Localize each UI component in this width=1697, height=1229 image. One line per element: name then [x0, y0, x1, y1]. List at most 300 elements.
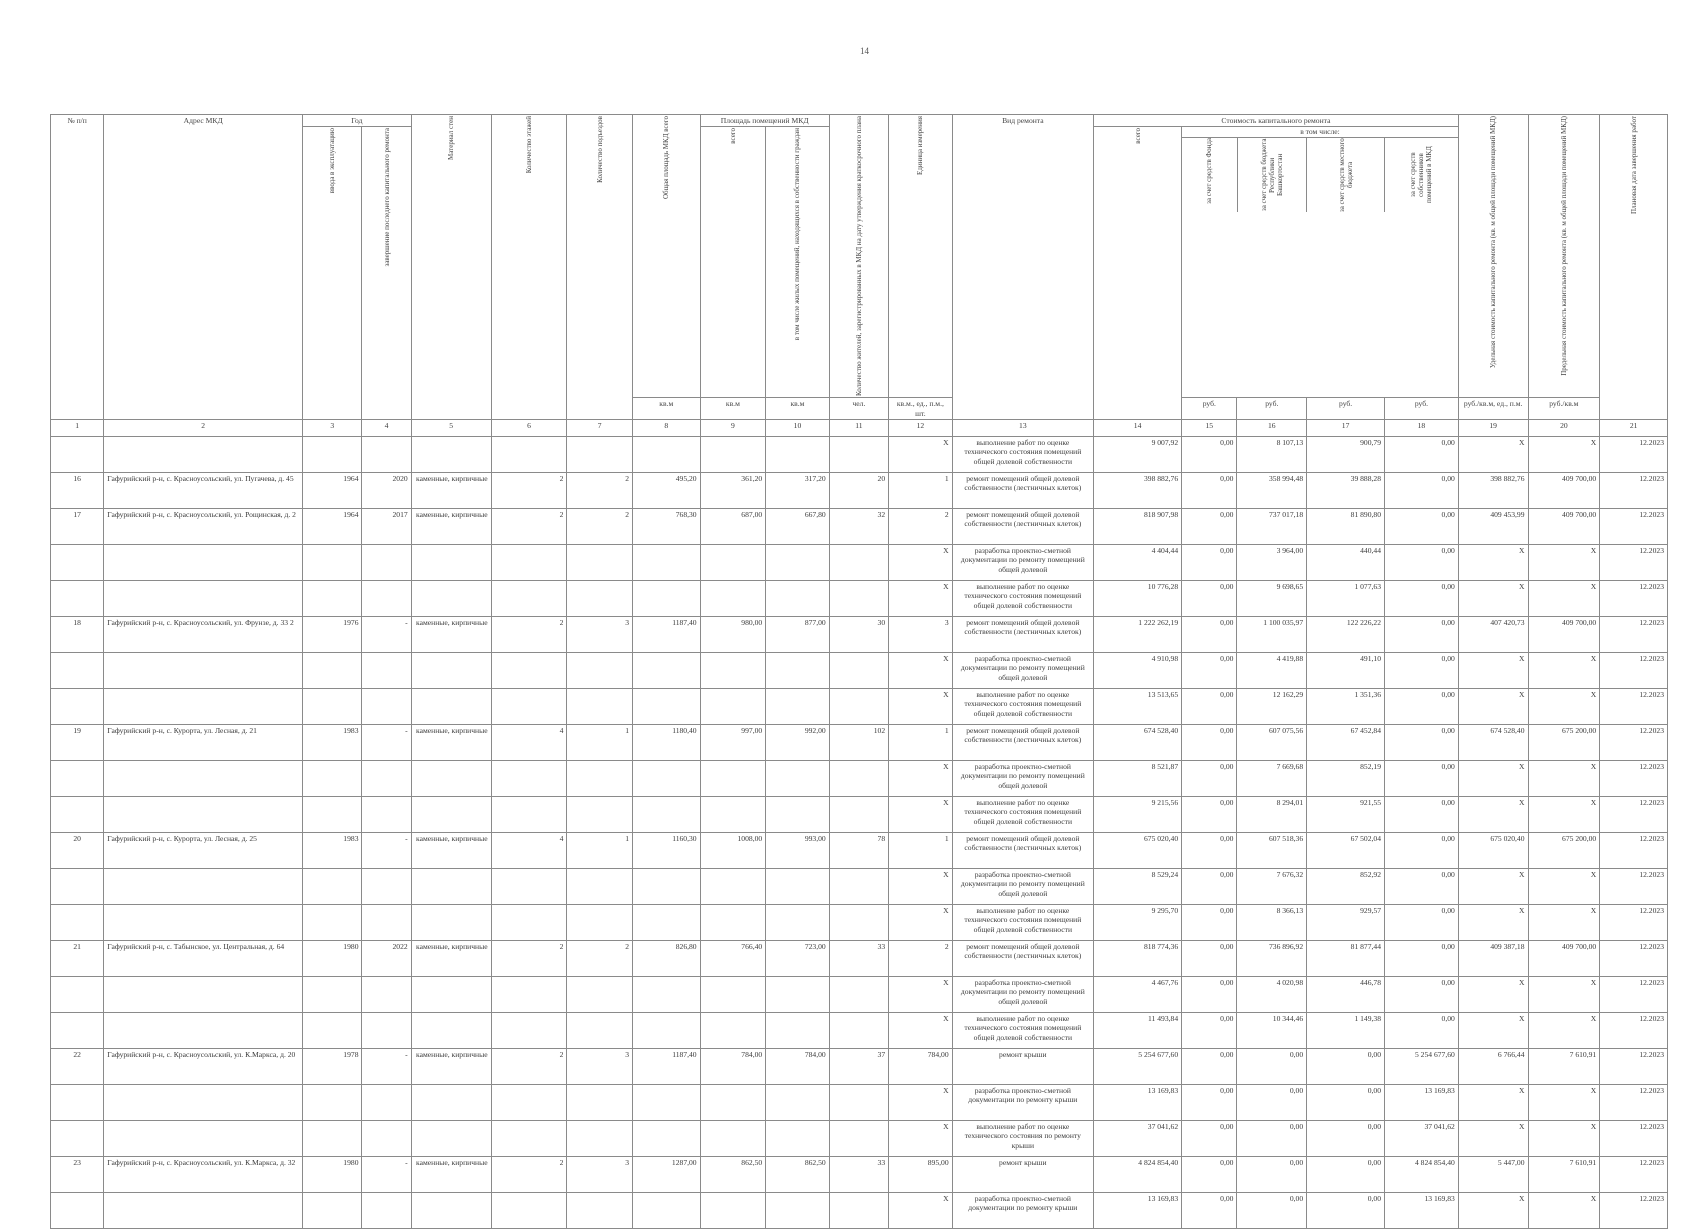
cell-local: 81 877,44 — [1307, 941, 1385, 977]
cell-ent — [567, 905, 633, 941]
cell-local: 122 226,22 — [1307, 617, 1385, 653]
cell-ppl: 32 — [829, 509, 888, 545]
cell-address — [104, 581, 303, 617]
cell-prem — [700, 761, 766, 797]
table-row — [51, 869, 1668, 905]
cell-fl — [491, 977, 567, 1013]
cell-y1 — [303, 1013, 362, 1049]
table-row — [51, 545, 1668, 581]
cell-own: 0,00 — [1385, 941, 1459, 977]
cell-ppl — [829, 653, 888, 689]
cell-date: 12.2023 — [1600, 689, 1668, 725]
cell-area: 495,20 — [632, 473, 700, 509]
cell-work: выполнение работ по оценке технического состояния помещений общей долевой собственности — [952, 437, 1093, 473]
cell-local: 0,00 — [1307, 1193, 1385, 1229]
cell-total: 8 521,87 — [1094, 761, 1182, 797]
cell-fl: 2 — [491, 941, 567, 977]
cell-date: 12.2023 — [1600, 725, 1668, 761]
cell-spec: 5 447,00 — [1458, 1157, 1528, 1193]
cell-address — [104, 545, 303, 581]
cell-fund: 0,00 — [1182, 509, 1237, 545]
cell-rb: 8 366,13 — [1237, 905, 1307, 941]
header-limit-cost: Предельная стоимость капитального ремонта (кв. м общей площади помещений МКД) — [1559, 116, 1568, 376]
cell-rb: 607 518,36 — [1237, 833, 1307, 869]
cell-fund: 0,00 — [1182, 617, 1237, 653]
cell-no — [51, 653, 104, 689]
cell-area — [632, 653, 700, 689]
cell-own: 0,00 — [1385, 581, 1459, 617]
cell-lim: 409 700,00 — [1528, 941, 1600, 977]
cell-no — [51, 1085, 104, 1121]
cell-work: выполнение работ по оценке технического состояния помещений общей долевой собственности — [952, 581, 1093, 617]
header-year-last-repair: завершение последнего капитального ремонта — [382, 128, 391, 267]
unit-area-total: кв.м — [632, 398, 700, 420]
cell-area — [632, 1085, 700, 1121]
cell-fund: 0,00 — [1182, 1085, 1237, 1121]
table-row — [51, 1193, 1668, 1229]
column-number: 16 — [1237, 420, 1307, 437]
cell-date: 12.2023 — [1600, 905, 1668, 941]
cell-res: 667,80 — [766, 509, 830, 545]
cell-address: Гафурийский р-н, с. Курорта, ул. Лесная, д. 21 — [104, 725, 303, 761]
column-number: 7 — [567, 420, 633, 437]
cell-rb: 12 162,29 — [1237, 689, 1307, 725]
cell-spec: 407 420,73 — [1458, 617, 1528, 653]
cell-date: 12.2023 — [1600, 437, 1668, 473]
cell-prem: 862,50 — [700, 1157, 766, 1193]
cell-ent — [567, 1121, 633, 1157]
cell-mat: каменные, кирпичные — [411, 725, 491, 761]
cell-fund: 0,00 — [1182, 1049, 1237, 1085]
cell-unit: 1 — [889, 725, 953, 761]
cell-local: 1 077,63 — [1307, 581, 1385, 617]
cell-ppl: 37 — [829, 1049, 888, 1085]
cell-y2: - — [362, 725, 411, 761]
header-cost-fund: за счет средств Фонда — [1205, 137, 1214, 204]
column-number: 13 — [952, 420, 1093, 437]
header-address: Адрес МКД — [104, 115, 303, 420]
cell-spec: X — [1458, 977, 1528, 1013]
cell-date: 12.2023 — [1600, 1121, 1668, 1157]
cell-res: 862,50 — [766, 1157, 830, 1193]
column-number: 21 — [1600, 420, 1668, 437]
cell-no — [51, 1121, 104, 1157]
column-number: 2 — [104, 420, 303, 437]
cell-date: 12.2023 — [1600, 977, 1668, 1013]
cell-mat: каменные, кирпичные — [411, 833, 491, 869]
header-cost-republic: за счет средств бюджета Республики Башкортостан — [1259, 138, 1285, 212]
header-cost-group: Стоимость капитального ремонта — [1094, 115, 1459, 127]
cell-date: 12.2023 — [1600, 869, 1668, 905]
cell-lim: 675 200,00 — [1528, 725, 1600, 761]
table-row — [51, 797, 1668, 833]
cell-work: ремонт помещений общей долевой собственности (лестничных клеток) — [952, 725, 1093, 761]
cell-spec: X — [1458, 1121, 1528, 1157]
cell-work: разработка проектно-сметной документации по ремонту крыши — [952, 1193, 1093, 1229]
cell-address — [104, 1013, 303, 1049]
cell-ppl — [829, 1193, 888, 1229]
cell-work: разработка проектно-сметной документации по ремонту помещений общей долевой — [952, 977, 1093, 1013]
cell-y1: 1976 — [303, 617, 362, 653]
cell-date: 12.2023 — [1600, 1157, 1668, 1193]
cell-own: 13 169,83 — [1385, 1085, 1459, 1121]
cell-fund: 0,00 — [1182, 761, 1237, 797]
cell-ppl: 33 — [829, 941, 888, 977]
table-row — [51, 509, 1668, 545]
cell-fl — [491, 797, 567, 833]
cell-fl — [491, 1013, 567, 1049]
cell-ent: 3 — [567, 1049, 633, 1085]
cell-prem — [700, 1121, 766, 1157]
cell-no: 18 — [51, 617, 104, 653]
cell-rb: 4 020,98 — [1237, 977, 1307, 1013]
cell-total: 10 776,28 — [1094, 581, 1182, 617]
header-cost-total: всего — [1133, 128, 1142, 145]
cell-own: 0,00 — [1385, 761, 1459, 797]
cell-fund: 0,00 — [1182, 977, 1237, 1013]
cell-unit: 3 — [889, 617, 953, 653]
cell-y1: 1980 — [303, 1157, 362, 1193]
cell-unit: X — [889, 1013, 953, 1049]
cell-fund: 0,00 — [1182, 797, 1237, 833]
table-row — [51, 1157, 1668, 1193]
cell-ent — [567, 653, 633, 689]
cell-address — [104, 761, 303, 797]
cell-own: 0,00 — [1385, 869, 1459, 905]
cell-res: 992,00 — [766, 725, 830, 761]
cell-lim: 409 700,00 — [1528, 473, 1600, 509]
column-numbers-row — [51, 420, 1668, 437]
cell-fund: 0,00 — [1182, 653, 1237, 689]
cell-spec: X — [1458, 1085, 1528, 1121]
cell-local: 921,55 — [1307, 797, 1385, 833]
header-entrances: Количество подъездов — [595, 116, 604, 183]
table-row — [51, 473, 1668, 509]
cell-unit: X — [889, 977, 953, 1013]
cell-rb: 0,00 — [1237, 1049, 1307, 1085]
cell-date: 12.2023 — [1600, 833, 1668, 869]
cell-no: 21 — [51, 941, 104, 977]
header-specific-cost: Удельная стоимость капитального ремонта (кв. м общей площади помещений МКД) — [1489, 116, 1498, 369]
cell-res — [766, 653, 830, 689]
cell-address — [104, 1085, 303, 1121]
cell-work: выполнение работ по оценке технического состояния помещений общей долевой собственности — [952, 689, 1093, 725]
cell-own: 0,00 — [1385, 437, 1459, 473]
cell-area — [632, 581, 700, 617]
cell-own: 0,00 — [1385, 473, 1459, 509]
cell-date: 12.2023 — [1600, 941, 1668, 977]
page-number: 14 — [860, 46, 869, 56]
cell-address: Гафурийский р-н, с. Курорта, ул. Лесная, д. 25 — [104, 833, 303, 869]
cell-total: 4 910,98 — [1094, 653, 1182, 689]
cell-work: разработка проектно-сметной документации по ремонту помещений общей долевой — [952, 761, 1093, 797]
cell-mat — [411, 581, 491, 617]
cell-own: 0,00 — [1385, 725, 1459, 761]
cell-res — [766, 689, 830, 725]
cell-local: 1 149,38 — [1307, 1013, 1385, 1049]
cell-res — [766, 905, 830, 941]
cell-mat: каменные, кирпичные — [411, 617, 491, 653]
cell-y2 — [362, 869, 411, 905]
cell-fl: 2 — [491, 1049, 567, 1085]
cell-y2: 2020 — [362, 473, 411, 509]
table-body — [51, 437, 1668, 1229]
cell-date: 12.2023 — [1600, 1013, 1668, 1049]
cell-work: ремонт помещений общей долевой собственности (лестничных клеток) — [952, 509, 1093, 545]
cell-no — [51, 977, 104, 1013]
cell-y1 — [303, 905, 362, 941]
cell-ppl: 30 — [829, 617, 888, 653]
cell-own: 0,00 — [1385, 977, 1459, 1013]
cell-prem — [700, 797, 766, 833]
cell-unit: X — [889, 1193, 953, 1229]
cell-own: 5 254 677,60 — [1385, 1049, 1459, 1085]
cell-area — [632, 689, 700, 725]
cell-res — [766, 581, 830, 617]
cell-local: 0,00 — [1307, 1157, 1385, 1193]
capital-repair-table — [50, 114, 1668, 1229]
cell-prem: 687,00 — [700, 509, 766, 545]
cell-mat — [411, 1193, 491, 1229]
cell-area — [632, 1193, 700, 1229]
cell-spec: X — [1458, 869, 1528, 905]
cell-rb: 4 419,88 — [1237, 653, 1307, 689]
cell-fl — [491, 437, 567, 473]
cell-ppl — [829, 905, 888, 941]
cell-ent: 3 — [567, 617, 633, 653]
cell-no — [51, 437, 104, 473]
cell-address: Гафурийский р-н, с. Табынское, ул. Центральная, д. 64 — [104, 941, 303, 977]
column-number: 1 — [51, 420, 104, 437]
cell-res: 723,00 — [766, 941, 830, 977]
cell-fund: 0,00 — [1182, 1121, 1237, 1157]
table-row — [51, 437, 1668, 473]
cell-prem — [700, 437, 766, 473]
cell-own: 0,00 — [1385, 689, 1459, 725]
cell-mat: каменные, кирпичные — [411, 1049, 491, 1085]
cell-spec: 675 020,40 — [1458, 833, 1528, 869]
cell-work: ремонт помещений общей долевой собственности (лестничных клеток) — [952, 473, 1093, 509]
cell-ppl — [829, 581, 888, 617]
cell-address — [104, 905, 303, 941]
cell-no: 17 — [51, 509, 104, 545]
cell-no — [51, 1013, 104, 1049]
cell-fl: 2 — [491, 1157, 567, 1193]
cell-rb: 10 344,46 — [1237, 1013, 1307, 1049]
cell-prem: 361,20 — [700, 473, 766, 509]
cell-own: 0,00 — [1385, 1013, 1459, 1049]
cell-rb: 1 100 035,97 — [1237, 617, 1307, 653]
cell-y2 — [362, 905, 411, 941]
table-row — [51, 941, 1668, 977]
cell-prem — [700, 545, 766, 581]
header-premises-group: Площадь помещений МКД — [700, 115, 829, 127]
cell-prem — [700, 977, 766, 1013]
cell-area — [632, 761, 700, 797]
cell-no: 19 — [51, 725, 104, 761]
cell-fl — [491, 545, 567, 581]
cell-local: 67 452,84 — [1307, 725, 1385, 761]
column-number: 4 — [362, 420, 411, 437]
cell-spec: X — [1458, 905, 1528, 941]
cell-total: 11 493,84 — [1094, 1013, 1182, 1049]
cell-local: 491,10 — [1307, 653, 1385, 689]
cell-fl: 2 — [491, 509, 567, 545]
cell-work: ремонт крыши — [952, 1157, 1093, 1193]
cell-no: 23 — [51, 1157, 104, 1193]
cell-fl — [491, 1121, 567, 1157]
cell-total: 4 404,44 — [1094, 545, 1182, 581]
cell-y1: 1980 — [303, 941, 362, 977]
cell-y2 — [362, 689, 411, 725]
cell-total: 818 907,98 — [1094, 509, 1182, 545]
cell-mat — [411, 653, 491, 689]
cell-y1: 1983 — [303, 725, 362, 761]
cell-ppl — [829, 761, 888, 797]
cell-lim: X — [1528, 653, 1600, 689]
cell-mat — [411, 437, 491, 473]
cell-rb: 0,00 — [1237, 1085, 1307, 1121]
cell-prem — [700, 689, 766, 725]
table-row — [51, 761, 1668, 797]
cell-ppl: 102 — [829, 725, 888, 761]
cell-unit: X — [889, 545, 953, 581]
cell-total: 9 007,92 — [1094, 437, 1182, 473]
cell-y1 — [303, 689, 362, 725]
cell-fl — [491, 689, 567, 725]
column-number: 11 — [829, 420, 888, 437]
cell-ppl: 33 — [829, 1157, 888, 1193]
cell-y1 — [303, 1121, 362, 1157]
cell-prem — [700, 581, 766, 617]
cell-spec: X — [1458, 545, 1528, 581]
cell-res: 317,20 — [766, 473, 830, 509]
header-incl: в том числе: — [1182, 127, 1458, 137]
unit-specific: руб./кв.м, ед., п.м. — [1458, 398, 1528, 420]
cell-unit: 895,00 — [889, 1157, 953, 1193]
cell-own: 0,00 — [1385, 545, 1459, 581]
cell-fl — [491, 905, 567, 941]
cell-area — [632, 437, 700, 473]
cell-fund: 0,00 — [1182, 905, 1237, 941]
cell-ppl — [829, 797, 888, 833]
cell-spec: X — [1458, 437, 1528, 473]
cell-rb: 736 896,92 — [1237, 941, 1307, 977]
cell-date: 12.2023 — [1600, 1193, 1668, 1229]
cell-unit: X — [889, 689, 953, 725]
cell-local: 81 890,80 — [1307, 509, 1385, 545]
header-plan-date: Плановая дата завершения работ — [1629, 116, 1638, 215]
cell-lim: X — [1528, 1013, 1600, 1049]
cell-address — [104, 797, 303, 833]
cell-mat: каменные, кирпичные — [411, 1157, 491, 1193]
cell-mat — [411, 905, 491, 941]
cell-spec: 398 882,76 — [1458, 473, 1528, 509]
cell-spec: 6 766,44 — [1458, 1049, 1528, 1085]
cell-spec: X — [1458, 1193, 1528, 1229]
unit-limit: руб./кв.м — [1528, 398, 1600, 420]
header-premises-residential: в том числе жилых помещений, находящихся в собственности граждан — [793, 128, 802, 341]
cell-mat: каменные, кирпичные — [411, 473, 491, 509]
cell-rb: 7 676,32 — [1237, 869, 1307, 905]
cell-total: 674 528,40 — [1094, 725, 1182, 761]
cell-work: выполнение работ по оценке технического состояния помещений общей долевой собственности — [952, 1013, 1093, 1049]
cell-address: Гафурийский р-н, с. Красноусольский, ул. К.Маркса, д. 20 — [104, 1049, 303, 1085]
cell-address — [104, 1121, 303, 1157]
cell-date: 12.2023 — [1600, 581, 1668, 617]
cell-rb: 358 994,48 — [1237, 473, 1307, 509]
cell-no — [51, 545, 104, 581]
cell-no: 20 — [51, 833, 104, 869]
cell-own: 0,00 — [1385, 617, 1459, 653]
cell-unit: X — [889, 905, 953, 941]
cell-y1 — [303, 761, 362, 797]
cell-work: выполнение работ по оценке технического состояния помещений общей долевой собственности — [952, 905, 1093, 941]
cell-total: 818 774,36 — [1094, 941, 1182, 977]
cell-local: 0,00 — [1307, 1085, 1385, 1121]
cell-unit: 2 — [889, 509, 953, 545]
cell-res: 877,00 — [766, 617, 830, 653]
table-row — [51, 833, 1668, 869]
table-row — [51, 653, 1668, 689]
cell-y1: 1983 — [303, 833, 362, 869]
cell-ent — [567, 437, 633, 473]
header-work-type: Вид ремонта — [952, 115, 1093, 420]
cell-fl — [491, 581, 567, 617]
cell-ent — [567, 545, 633, 581]
cell-fl — [491, 761, 567, 797]
cell-y1 — [303, 581, 362, 617]
column-number: 5 — [411, 420, 491, 437]
cell-fund: 0,00 — [1182, 1193, 1237, 1229]
cell-no: 22 — [51, 1049, 104, 1085]
cell-work: разработка проектно-сметной документации по ремонту помещений общей долевой — [952, 545, 1093, 581]
cell-address: Гафурийский р-н, с. Красноусольский, ул. К.Маркса, д. 32 — [104, 1157, 303, 1193]
cell-area — [632, 869, 700, 905]
cell-y2 — [362, 761, 411, 797]
cell-res — [766, 977, 830, 1013]
cell-res — [766, 1085, 830, 1121]
cell-local: 39 888,28 — [1307, 473, 1385, 509]
cell-no — [51, 1193, 104, 1229]
column-number: 12 — [889, 420, 953, 437]
cell-ent: 1 — [567, 833, 633, 869]
cell-work: разработка проектно-сметной документации по ремонту крыши — [952, 1085, 1093, 1121]
cell-date: 12.2023 — [1600, 797, 1668, 833]
cell-res — [766, 1013, 830, 1049]
cell-area: 1187,40 — [632, 617, 700, 653]
cell-lim: 7 610,91 — [1528, 1049, 1600, 1085]
cell-fl: 2 — [491, 617, 567, 653]
cell-res — [766, 545, 830, 581]
cell-work: выполнение работ по оценке технического состояния помещений общей долевой собственности — [952, 797, 1093, 833]
cell-rb: 0,00 — [1237, 1193, 1307, 1229]
table-row — [51, 689, 1668, 725]
cell-y2: 2017 — [362, 509, 411, 545]
cell-y1 — [303, 797, 362, 833]
cell-work: ремонт помещений общей долевой собственности (лестничных клеток) — [952, 617, 1093, 653]
cell-date: 12.2023 — [1600, 545, 1668, 581]
cell-date: 12.2023 — [1600, 1085, 1668, 1121]
cell-local: 440,44 — [1307, 545, 1385, 581]
cell-local: 852,19 — [1307, 761, 1385, 797]
cell-y1: 1964 — [303, 509, 362, 545]
cell-unit: 1 — [889, 473, 953, 509]
cell-fund: 0,00 — [1182, 869, 1237, 905]
cell-fund: 0,00 — [1182, 689, 1237, 725]
cell-ppl — [829, 1085, 888, 1121]
cell-ent — [567, 581, 633, 617]
